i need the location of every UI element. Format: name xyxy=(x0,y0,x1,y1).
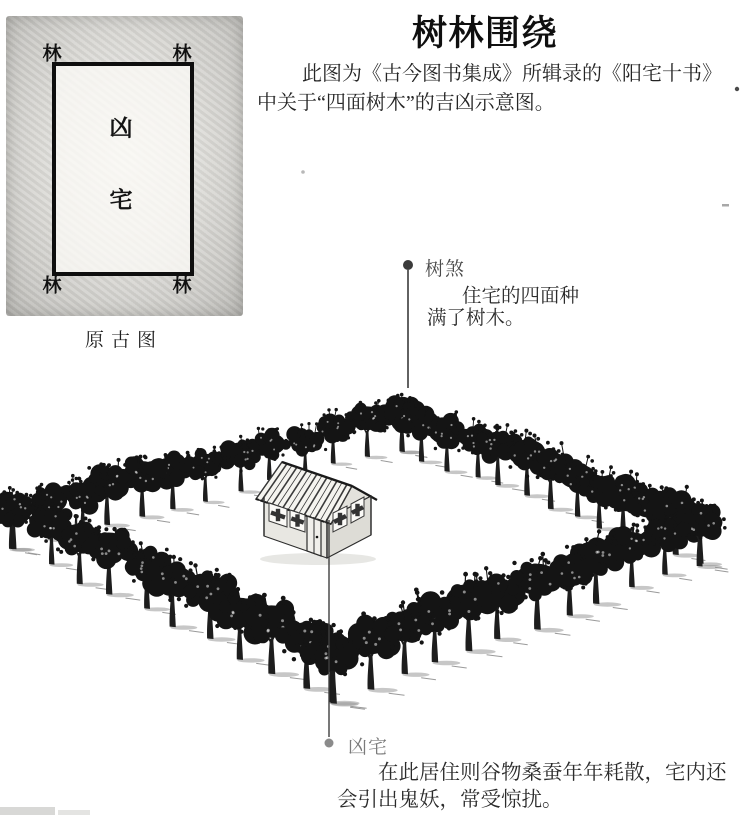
ancient-diagram-border xyxy=(52,62,194,276)
callout-line: 住宅的四面种 xyxy=(462,286,580,307)
callout-text-xiong-zhai xyxy=(337,760,727,814)
ancient-diagram-caption: 原古图 xyxy=(85,330,164,351)
callout-text-tree-sha xyxy=(427,286,579,330)
callout-line: 满了树木。 xyxy=(427,308,525,329)
forest-corner-label: 林 xyxy=(42,43,62,65)
forest-corner-label: 林 xyxy=(172,43,192,65)
forest-corner-label: 林 xyxy=(172,275,192,297)
ancient-diagram-panel xyxy=(6,16,243,316)
intro-paragraph xyxy=(257,60,722,118)
callout-label-tree-sha: 树煞 xyxy=(425,259,466,280)
house xyxy=(256,462,377,565)
callout-label-xiong-zhai: 凶宅 xyxy=(348,737,389,758)
forest-corner-label: 林 xyxy=(42,275,62,297)
center-char-zhai: 宅 xyxy=(109,187,133,213)
page-title: 树林围绕 xyxy=(412,14,559,53)
callout-line: 会引出鬼妖，常受惊扰。 xyxy=(337,789,563,811)
center-char-xiong: 凶 xyxy=(109,115,133,141)
intro-line: 中关于“四面树木”的吉凶示意图。 xyxy=(257,92,555,114)
callout-line: 在此居住则谷物桑蚕年年耗散，宅内还 xyxy=(378,762,727,784)
intro-line: 此图为《古今图书集成》所辑录的《阳宅十书》 xyxy=(302,63,722,85)
